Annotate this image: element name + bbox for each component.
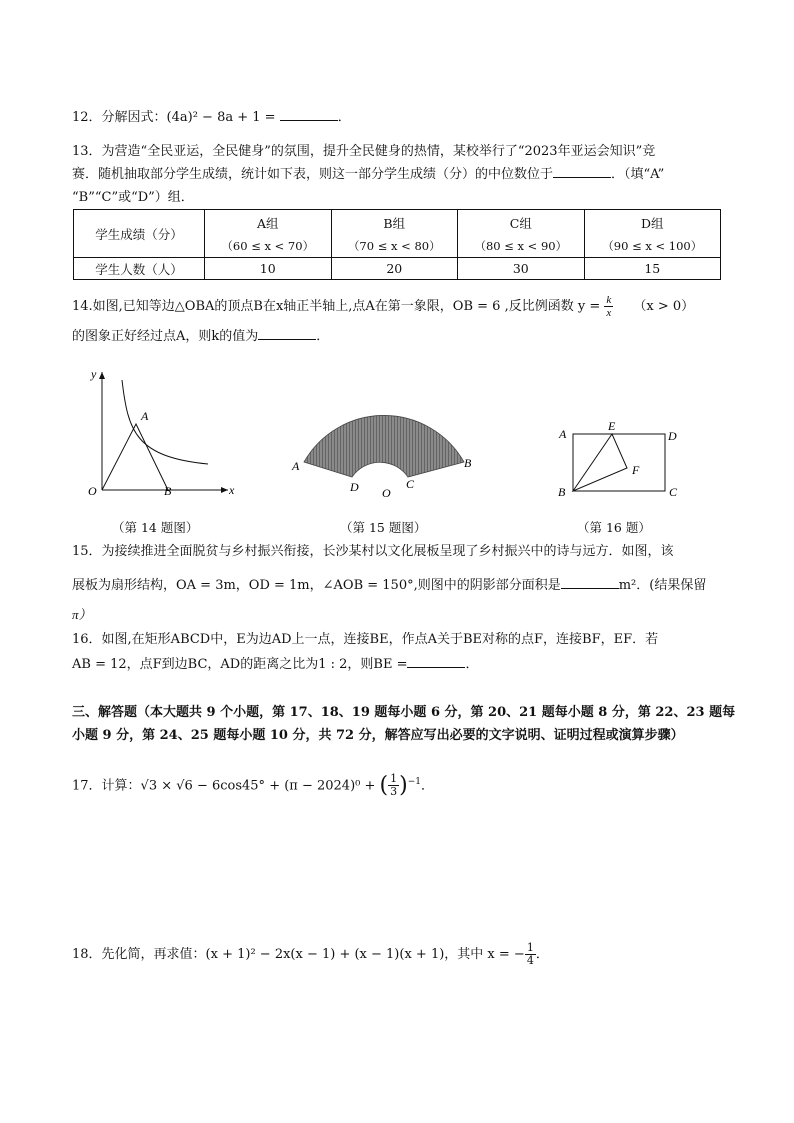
fig14-caption: （第 14 题图）	[112, 520, 199, 535]
group-c-name: C组	[509, 215, 532, 231]
q12-answer-blank[interactable]	[280, 108, 338, 121]
q13-line-2b: ．（填“A”	[611, 167, 665, 182]
fig14-label-b: B	[164, 484, 172, 498]
fig14-label-y: y	[91, 367, 97, 381]
q13-line-2	[72, 165, 732, 185]
score-table	[73, 209, 721, 280]
q14-line-2a: 的图象正好经过点A，则k的值为	[72, 329, 259, 344]
fig14-x-arrow	[221, 487, 228, 493]
q12-end: ．	[337, 110, 351, 125]
q16-line-2	[72, 655, 732, 675]
q16-line-2a: AB = 12，点F到边BC，AD的距离之比为1 : 2，则BE =	[72, 657, 408, 672]
q15-answer-blank[interactable]	[561, 576, 619, 589]
q16-line-2b: ．	[465, 657, 479, 672]
q13-answer-blank[interactable]	[553, 165, 611, 178]
q16-line-1: 16．如图,在矩形ABCD中，E为边AD上一点，连接BE，作点A关于BE对称的点F，连接BF，EF．若	[72, 632, 659, 647]
q18-end: ．	[535, 947, 549, 962]
question-12	[72, 108, 732, 128]
fig16-label-d: D	[668, 429, 677, 443]
group-d-range: （90 ≤ x < 100）	[602, 238, 703, 253]
group-a-count: 10	[205, 258, 332, 280]
q17-left-paren: (	[379, 772, 389, 798]
q17-end: ．	[421, 778, 435, 794]
fig16-label-b: B	[558, 485, 566, 499]
q15-line-2a: 展板为扇形结构，OA = 3m，OD = 1m，∠AOB = 150°,则图中的阴影部分面积是	[72, 578, 561, 593]
q14-line-2	[72, 327, 732, 347]
question-18	[72, 942, 732, 967]
q18-frac-d: 4	[526, 954, 534, 967]
table-cell-group-c	[458, 210, 585, 258]
q17-frac-d: 3	[390, 785, 398, 799]
q14-frac-x: x	[606, 307, 612, 319]
q13-line-3: “B”“C”或“D”）组．	[72, 190, 194, 205]
q14-line-2b: ．	[316, 329, 330, 344]
fig16-label-c: C	[669, 485, 678, 499]
q14-line-1-text: 14.如图,已知等边△OBA的顶点B在x轴正半轴上,点A在第一象限，OB = 6 ,反比例函数 y =	[72, 299, 601, 314]
figure-15	[288, 370, 488, 500]
table-cell-group-b	[331, 210, 458, 258]
group-c-count: 30	[458, 258, 585, 280]
q13-line-1: 13．为营造“全民亚运，全民健身”的氛围，提升全民健身的热情，某校举行了“2023年亚运会知识”竞	[72, 144, 656, 159]
table-cell-group-a	[205, 210, 332, 258]
q17-exponent: −1	[407, 777, 421, 787]
fig15-caption: （第 15 题图）	[340, 520, 427, 535]
fig15-label-d: D	[350, 480, 359, 494]
group-c-range: （80 ≤ x < 90）	[474, 238, 568, 253]
fig16-caption: （第 16 题）	[577, 520, 651, 535]
section-3-heading-line-2: 小题 9 分，第 24、25 题每小题 10 分，共 72 分，解答应写出必要的文字说明、证明过程或演算步骤）	[72, 728, 684, 743]
table-row-header-count: 学生人数（人）	[74, 258, 205, 280]
q15-line-2	[72, 576, 732, 596]
question-17	[72, 772, 732, 798]
q18-text: 18．先化简，再求值：(x + 1)² − 2x(x − 1) + (x − 1)(x + 1)，其中 x = −	[72, 947, 525, 962]
fig15-label-o: O	[382, 486, 391, 500]
group-a-name: A组	[256, 215, 279, 231]
fig15-label-a: A	[292, 459, 300, 473]
fig15-shaded-sector	[304, 415, 464, 477]
fig16-label-f: F	[632, 463, 640, 477]
group-b-name: B组	[383, 215, 406, 231]
fig15-label-c: C	[406, 477, 415, 491]
q14-answer-blank[interactable]	[258, 327, 316, 340]
fig14-y-arrow	[99, 372, 105, 379]
figure-14	[78, 362, 248, 507]
q17-text: 17．计算：√3 × √6 − 6cos45° + (π − 2024)⁰ +	[72, 778, 376, 794]
figure-16	[555, 418, 690, 503]
q16-answer-blank[interactable]	[407, 655, 465, 668]
fig16-rectangle	[573, 434, 665, 491]
q18-fraction	[525, 942, 536, 967]
q14-line-1	[72, 294, 732, 319]
table-cell-group-d	[584, 210, 720, 258]
group-d-count: 15	[584, 258, 720, 280]
q13-line-2a: 赛．随机抽取部分学生成绩，统计如下表，则这一部分学生成绩（分）的中位数位于	[72, 167, 554, 182]
q14-condition: （x > 0）	[633, 299, 695, 314]
group-d-name: D组	[641, 215, 664, 231]
q15-line-1: 15．为接续推进全面脱贫与乡村振兴衔接，长沙某村以文化展板呈现了乡村振兴中的诗与远方．如图，该	[72, 544, 674, 559]
q17-fraction	[388, 773, 399, 798]
fig14-label-a: A	[141, 409, 149, 423]
fig15-label-b: B	[464, 456, 472, 470]
q15-line-3: π）	[72, 607, 92, 622]
group-b-range: （70 ≤ x < 80）	[347, 238, 441, 253]
q18-frac-n: 1	[526, 941, 534, 954]
q17-frac-n: 1	[390, 772, 398, 786]
q15-line-2b: m²．(结果保留	[618, 578, 707, 593]
fig14-label-o: O	[88, 484, 97, 498]
fig16-label-a: A	[559, 427, 567, 441]
fig14-hyperbola	[122, 380, 208, 464]
q14-fraction	[604, 294, 613, 319]
q14-frac-k: k	[606, 294, 612, 306]
section-3-heading-line-1: 三、解答题（本大题共 9 个小题，第 17、18、19 题每小题 6 分，第 20、21 题每小题 8 分，第 22、23 题每	[72, 705, 736, 720]
fig14-triangle	[102, 424, 168, 490]
group-b-count: 20	[331, 258, 458, 280]
q12-text: 12．分解因式：(4a)² − 8a + 1 =	[72, 110, 276, 125]
fig16-label-e: E	[608, 419, 616, 433]
q17-right-paren: )	[399, 772, 408, 798]
fig14-label-x: x	[229, 483, 235, 497]
fig16-triangle	[573, 434, 627, 491]
group-a-range: （60 ≤ x < 70）	[221, 238, 315, 253]
table-row-header-scores: 学生成绩（分）	[74, 210, 205, 258]
